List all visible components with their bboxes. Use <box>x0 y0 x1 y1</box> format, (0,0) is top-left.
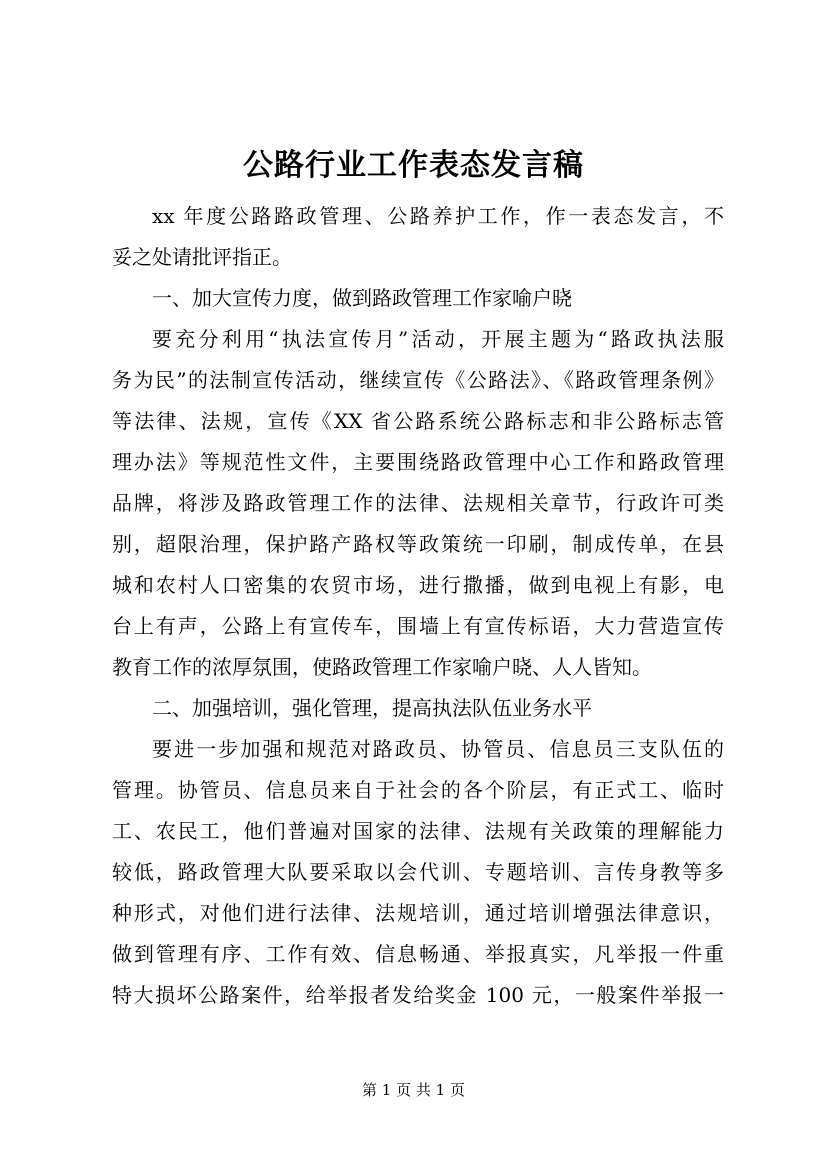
paragraph-line: 要进一步加强和规范对路政员、协管员、信息员三支队伍的 <box>152 737 724 761</box>
paragraph-line: 种形式，对他们进行法律、法规培训，通过培训增强法律意识， <box>112 901 724 925</box>
paragraph-line: xx 年度公路路政管理、公路养护工作，作一表态发言，不 <box>152 204 724 228</box>
paragraph-line: 妥之处请批评指正。 <box>112 245 292 269</box>
section-heading-1: 一、加大宣传力度，做到路政管理工作家喻户晓 <box>152 286 572 310</box>
page-footer: 第 1 页 共 1 页 <box>362 1081 465 1099</box>
paragraph-line: 城和农村人口密集的农贸市场，进行撒播，做到电视上有影，电 <box>112 573 724 597</box>
paragraph-line: 工、农民工，他们普遍对国家的法律、法规有关政策的理解能力 <box>112 819 724 843</box>
paragraph-line: 务为民”的法制宣传活动，继续宣传《公路法》、《路政管理条例》 <box>112 368 724 392</box>
document-body <box>112 196 724 1016</box>
paragraph-line: 要充分利用“执法宣传月”活动，开展主题为“路政执法服 <box>152 327 724 351</box>
paragraph-line: 台上有声，公路上有宣传车，围墙上有宣传标语，大力营造宣传 <box>112 614 724 638</box>
section-heading-2: 二、加强培训，强化管理，提高执法队伍业务水平 <box>152 696 592 720</box>
paragraph-line: 教育工作的浓厚氛围，使路政管理工作家喻户晓、人人皆知。 <box>112 655 652 679</box>
paragraph-line: 管理。协管员、信息员来自于社会的各个阶层，有正式工、临时 <box>112 778 724 802</box>
paragraph-line: 特大损坏公路案件，给举报者发给奖金 100 元，一般案件举报一 <box>112 983 724 1007</box>
paragraph-line: 理办法》等规范性文件，主要围绕路政管理中心工作和路政管理 <box>112 450 724 474</box>
paragraph-line: 较低，路政管理大队要采取以会代训、专题培训、言传身教等多 <box>112 860 724 884</box>
paragraph-line: 品牌，将涉及路政管理工作的法律、法规相关章节，行政许可类 <box>112 491 724 515</box>
paragraph-line: 做到管理有序、工作有效、信息畅通、举报真实，凡举报一件重 <box>112 942 724 966</box>
document-title: 公路行业工作表态发言稿 <box>243 148 584 183</box>
paragraph-line: 等法律、法规，宣传《XX 省公路系统公路标志和非公路标志管 <box>112 409 724 433</box>
paragraph-line: 别，超限治理，保护路产路权等政策统一印刷，制成传单，在县 <box>112 532 724 556</box>
